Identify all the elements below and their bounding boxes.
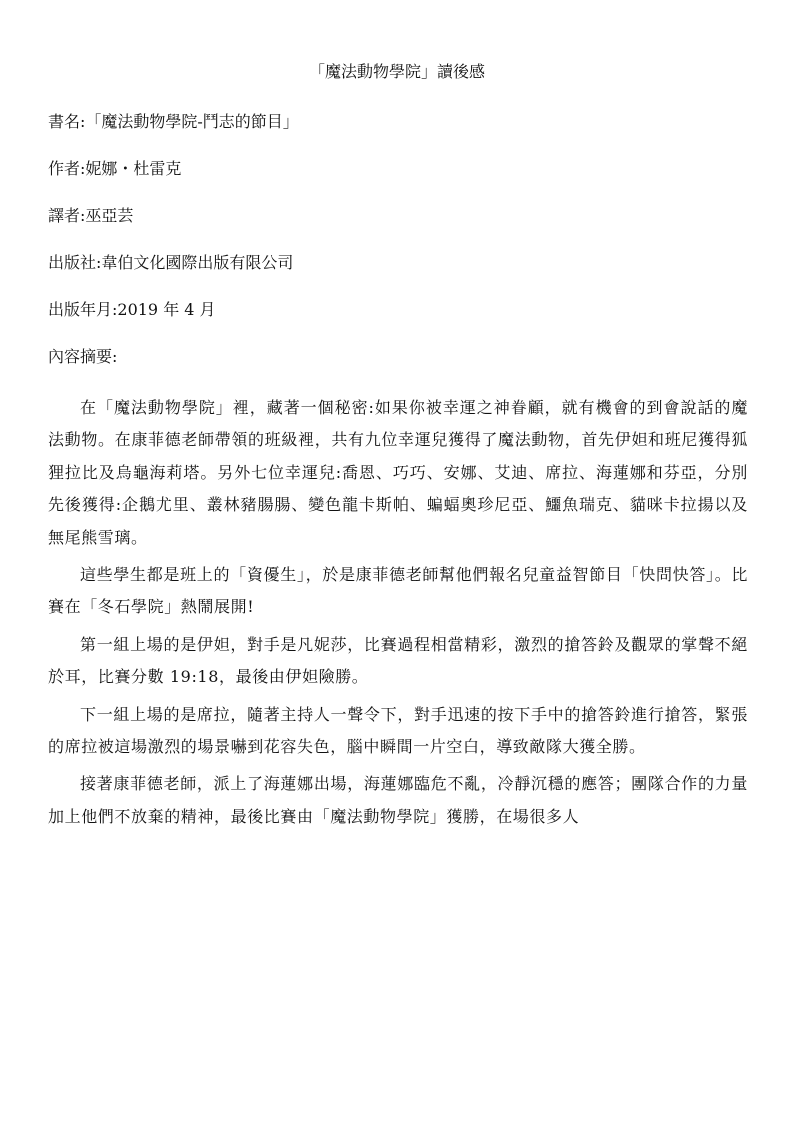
book-name-line: 書名:「魔法動物學院-鬥志的節目」 [48, 112, 299, 131]
publish-date-line: 出版年月:2019 年 4 月 [48, 300, 216, 319]
author-line: 作者:妮娜・杜雷克 [48, 159, 182, 178]
summary-label: 內容摘要: [48, 347, 118, 366]
paragraph: 下一組上場的是席拉，隨著主持人一聲令下，對手迅速的按下手中的搶答鈴進行搶答，緊張的席拉被這場激烈的場景嚇到花容失色，腦中瞬間一片空白，導致敵隊大獲全勝。 [48, 704, 748, 757]
summary-body [48, 392, 748, 833]
paragraph: 接著康菲德老師，派上了海蓮娜出場，海蓮娜臨危不亂，冷靜沉穩的應答；團隊合作的力量加上他們不放棄的精神，最後比賽由「魔法動物學院」獲勝，在場很多人 [48, 774, 748, 826]
translator-line: 譯者:巫亞芸 [48, 206, 134, 225]
paragraph: 這些學生都是班上的「資優生」，於是康菲德老師幫他們報名兒童益智節目「快問快答」。比賽在「冬石學院」熱鬧展開! [48, 565, 748, 617]
paragraph: 在「魔法動物學院」裡，藏著一個秘密:如果你被幸運之神眷顧，就有機會的到會說話的魔法動物。在康菲德老師帶領的班級裡，共有九位幸運兒獲得了魔法動物，首先伊妲和班尼獲得狐狸拉比及烏龜海莉塔。另外七位幸運兒:喬恩、巧巧、安娜、艾迪、席拉、海蓮娜和芬亞，分別先後獲得:企鵝尤里、叢林豬腸腸、變色龍卡斯帕、蝙蝠奧珍尼亞、鱷魚瑞克、貓咪卡拉揚以及無尾熊雪璃。 [48, 398, 748, 547]
paragraph: 第一組上場的是伊妲，對手是凡妮莎，比賽過程相當精彩，激烈的搶答鈴及觀眾的掌聲不絕於耳，比賽分數 19:18，最後由伊妲險勝。 [48, 634, 748, 687]
document-title: 「魔法動物學院」讀後感 [308, 62, 485, 81]
publisher-line: 出版社:韋伯文化國際出版有限公司 [48, 253, 294, 272]
